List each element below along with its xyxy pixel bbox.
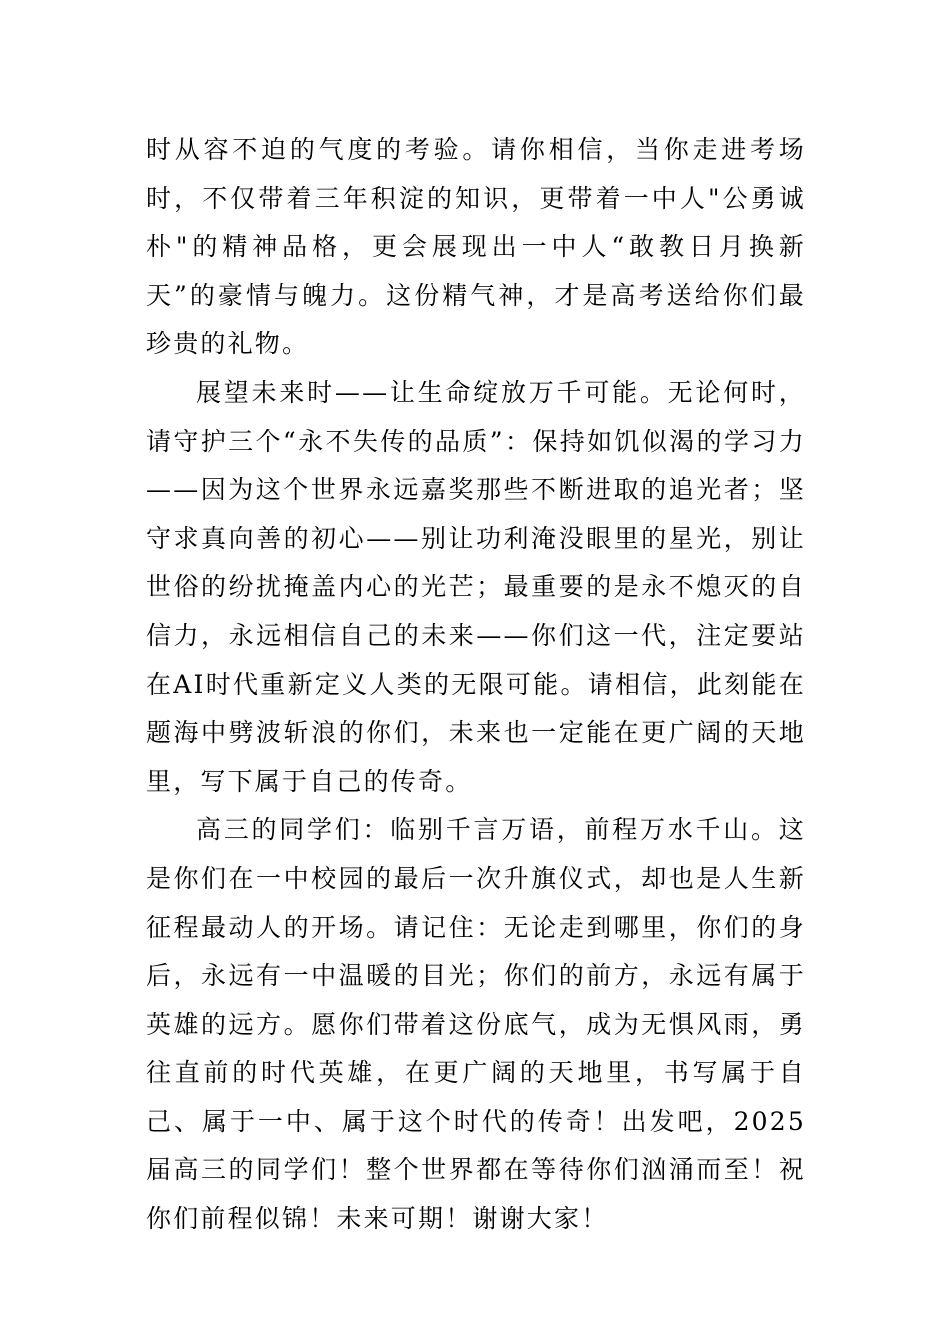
paragraph-2: 展望未来时——让生命绽放万千可能。无论何时，请守护三个“永不失传的品质”：保持如饥似渴的学习力——因为这个世界永远嘉奖那些不断进取的追光者；坚守求真向善的初心——别让功利淹没眼里的星光，别让世俗的纷扰掩盖内心的光芒；最重要的是永不熄灭的自信力，永远相信自己的未来——你们这一代，注定要站在AI时代重新定义人类的无限可能。请相信，此刻能在题海中劈波斩浪的你们，未来也一定能在更广阔的天地里，写下属于自己的传奇。 <box>146 377 806 796</box>
paragraph-1: 时从容不迫的气度的考验。请你相信，当你走进考场时，不仅带着三年积淀的知识，更带着一中人"公勇诚朴"的精神品格，更会展现出一中人“敢教日月换新天”的豪情与魄力。这份精气神，才是高考送给你们最珍贵的礼物。 <box>146 135 806 359</box>
document-body <box>146 126 806 1244</box>
paragraph-3: 高三的同学们：临别千言万语，前程万水千山。这是你们在一中校园的最后一次升旗仪式，却也是人生新征程最动人的开场。请记住：无论走到哪里，你们的身后，永远有一中温暖的目光；你们的前方，永远有属于英雄的远方。愿你们带着这份底气，成为无惧风雨，勇往直前的时代英雄，在更广阔的天地里，书写属于自己、属于一中、属于这个时代的传奇！出发吧，2025届高三的同学们！整个世界都在等待你们汹涌而至！祝你们前程似锦！未来可期！谢谢大家！ <box>146 815 806 1234</box>
